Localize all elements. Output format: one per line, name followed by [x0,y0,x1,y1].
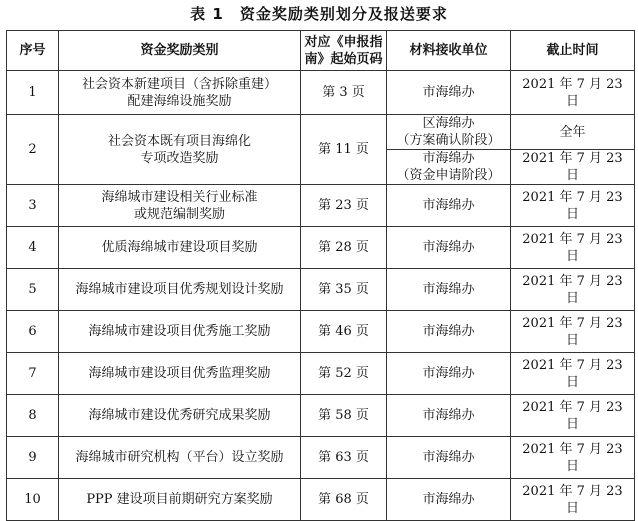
table-number: 表 1 [190,5,224,23]
table-row [7,353,635,395]
cell-deadline: 2021 年 7 月 23 日 [511,395,635,437]
cell-start-page: 第 46 页 [301,311,387,353]
cell-category: 海绵城市研究机构（平台）设立奖励 [59,437,301,479]
table-row [7,395,635,437]
header-start-page: 对应《申报指 南》起始页码 [301,31,387,71]
cell-start-page: 第 23 页 [301,185,387,227]
cell-receiving-unit: 区海绵办 （方案确认阶段） [387,115,511,150]
cell-category: 社会资本既有项目海绵化 专项改造奖励 [59,115,301,185]
cell-index: 5 [7,269,59,311]
cell-index: 1 [7,71,59,115]
table-row [7,269,635,311]
table-row [7,185,635,227]
cell-deadline: 2021 年 7 月 23 日 [511,353,635,395]
header-row [7,31,635,71]
cell-start-page: 第 28 页 [301,227,387,269]
cell-receiving-unit: 市海绵办 [387,227,511,269]
table-row [7,71,635,115]
cell-index: 10 [7,479,59,521]
cell-category: 优质海绵城市建设项目奖励 [59,227,301,269]
cell-start-page: 第 11 页 [301,115,387,185]
cell-receiving-unit: 市海绵办 [387,479,511,521]
cell-start-page: 第 63 页 [301,437,387,479]
cell-deadline: 2021 年 7 月 23 日 [511,479,635,521]
cell-start-page: 第 68 页 [301,479,387,521]
header-category: 资金奖励类别 [59,31,301,71]
cell-receiving-unit: 市海绵办 [387,269,511,311]
cell-receiving-unit: 市海绵办 [387,71,511,115]
table-caption [0,0,638,28]
cell-deadline: 2021 年 7 月 23 日 [511,185,635,227]
cell-deadline: 全年 [511,115,635,150]
table-row [7,311,635,353]
cell-deadline: 2021 年 7 月 23 日 [511,150,635,185]
cell-deadline: 2021 年 7 月 23 日 [511,227,635,269]
cell-category: 海绵城市建设相关行业标准 或规范编制奖励 [59,185,301,227]
cell-deadline: 2021 年 7 月 23 日 [511,269,635,311]
cell-index: 2 [7,115,59,185]
table-row [7,115,635,150]
cell-index: 8 [7,395,59,437]
cell-category: 社会资本新建项目（含拆除重建） 配建海绵设施奖励 [59,71,301,115]
cell-receiving-unit: 市海绵办 [387,353,511,395]
cell-deadline: 2021 年 7 月 23 日 [511,437,635,479]
cell-receiving-unit: 市海绵办 [387,395,511,437]
table-row [7,437,635,479]
cell-category: 海绵城市建设项目优秀施工奖励 [59,311,301,353]
cell-receiving-unit: 市海绵办 [387,311,511,353]
header-receiving-unit: 材料接收单位 [387,31,511,71]
cell-category: 海绵城市建设项目优秀监理奖励 [59,353,301,395]
cell-category: PPP 建设项目前期研究方案奖励 [59,479,301,521]
cell-receiving-unit: 市海绵办 [387,185,511,227]
cell-start-page: 第 35 页 [301,269,387,311]
cell-index: 4 [7,227,59,269]
table-row [7,227,635,269]
cell-index: 6 [7,311,59,353]
cell-receiving-unit: 市海绵办 （资金申请阶段） [387,150,511,185]
header-deadline: 截止时间 [511,31,635,71]
header-index: 序号 [7,31,59,71]
table-title: 资金奖励类别划分及报送要求 [239,5,448,23]
cell-start-page: 第 58 页 [301,395,387,437]
cell-category: 海绵城市建设优秀研究成果奖励 [59,395,301,437]
cell-index: 3 [7,185,59,227]
cell-receiving-unit: 市海绵办 [387,437,511,479]
cell-category: 海绵城市建设项目优秀规划设计奖励 [59,269,301,311]
cell-start-page: 第 52 页 [301,353,387,395]
cell-index: 9 [7,437,59,479]
cell-deadline: 2021 年 7 月 23 日 [511,71,635,115]
cell-index: 7 [7,353,59,395]
cell-start-page: 第 3 页 [301,71,387,115]
cell-deadline: 2021 年 7 月 23 日 [511,311,635,353]
award-category-table [6,30,635,521]
